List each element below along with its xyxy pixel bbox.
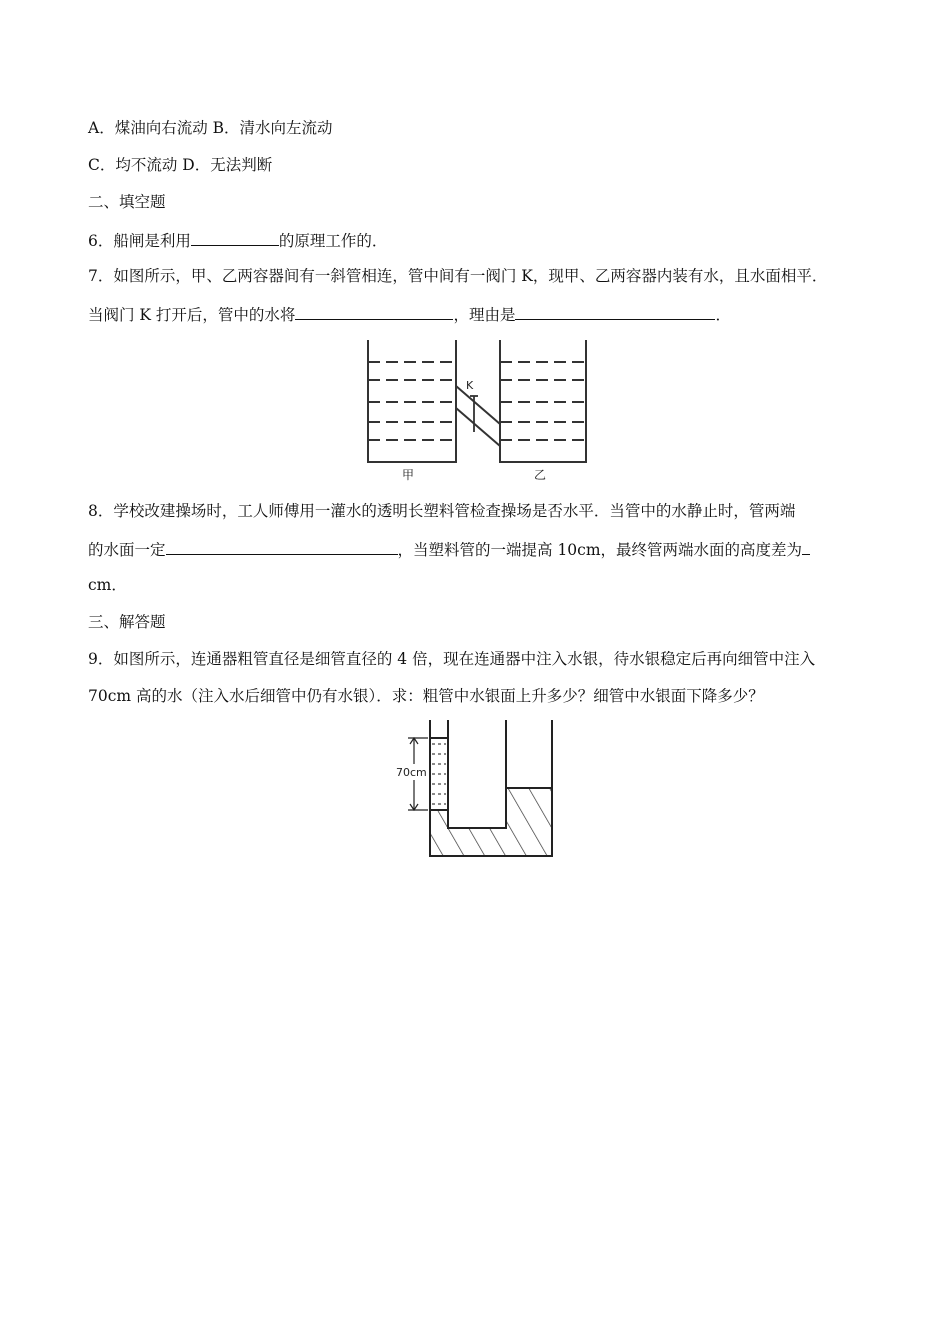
q9-figure xyxy=(362,716,562,862)
q7-line1: 7．如图所示，甲、乙两容器间有一斜管相连，管中间有一阀门 K，现甲、乙两容器内装有水，且水面相平． xyxy=(88,267,828,285)
q8-blank-2 xyxy=(802,538,810,555)
q8-line3: cm． xyxy=(88,576,127,594)
question-6 xyxy=(88,229,387,251)
q8-line1: 8．学校改建操场时，工人师傅用一灌水的透明长塑料管检查操场是否水平．当管中的水静止时，管两端 xyxy=(88,502,796,520)
q9-line2: 70cm 高的水（注入水后细管中仍有水银）．求：粗管中水银面上升多少？细管中水银面下降多少？ xyxy=(88,687,764,705)
q5-options-row1: A．煤油向右流动 B．清水向左流动 xyxy=(88,119,333,137)
q7-right-label: 乙 xyxy=(534,468,547,482)
q7-left-label: 甲 xyxy=(402,468,415,482)
q7-valve-label: K xyxy=(466,379,474,392)
q5-options-row2: C．均不流动 D．无法判断 xyxy=(88,156,273,174)
q7-text-c: ． xyxy=(715,306,731,324)
question-8-line2 xyxy=(88,538,810,560)
q7-blank-2 xyxy=(515,303,715,320)
section-answer-heading: 三、解答题 xyxy=(88,613,166,631)
q7-text-b: ，理由是 xyxy=(453,306,516,324)
q6-text-before: 6．船闸是利用 xyxy=(88,232,191,250)
q7-blank-1 xyxy=(295,303,453,320)
q8-blank-1 xyxy=(166,538,398,555)
q9-line1: 9．如图所示，连通器粗管直径是细管直径的 4 倍，现在连通器中注入水银，待水银稳定后再向细管中注入 xyxy=(88,650,816,668)
q6-text-after: 的原理工作的． xyxy=(278,232,388,250)
q7-figure xyxy=(362,336,592,484)
q6-blank xyxy=(191,229,279,246)
q8-text-a: 的水面一定 xyxy=(88,541,166,559)
q8-text-b: ，当塑料管的一端提高 10cm，最终管两端水面的高度差为 xyxy=(397,541,803,559)
q9-height-label: 70cm xyxy=(396,766,427,779)
question-7-line2 xyxy=(88,303,731,325)
q7-text-a: 当阀门 K 打开后，管中的水将 xyxy=(88,306,296,324)
section-fill-blank-heading: 二、填空题 xyxy=(88,193,166,211)
